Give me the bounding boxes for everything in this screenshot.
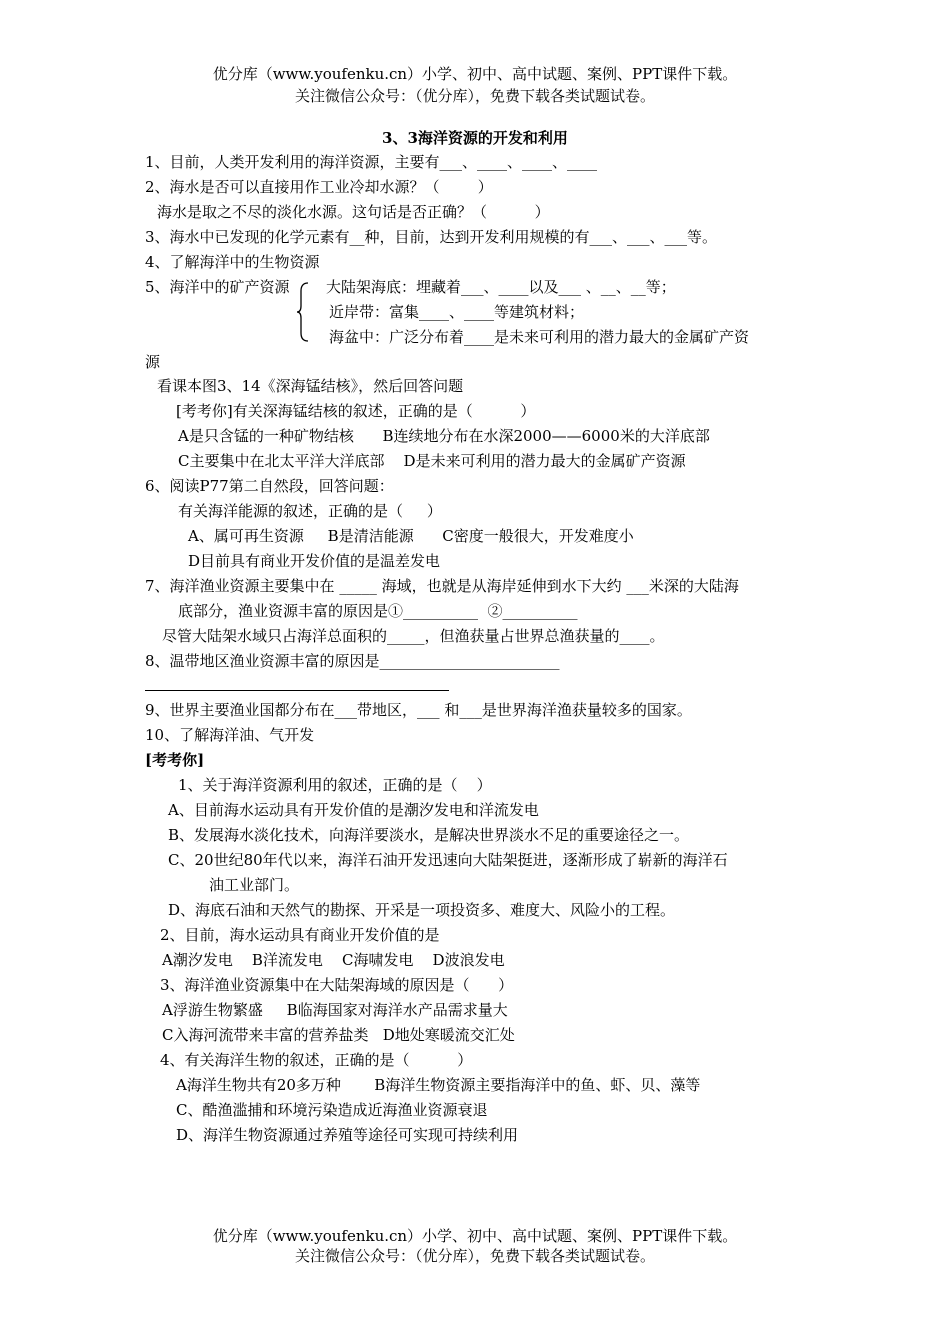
question-6: 6、阅读P77第二自然段，回答问题： [145, 477, 394, 495]
see-figure-instruction: 看课本图3、14《深海锰结核》，然后回答问题 [157, 377, 464, 395]
question-6-options: A、属可再生资源 B是清洁能源 C密度一般很大，开发难度小 [188, 527, 634, 545]
brace-icon [296, 281, 310, 343]
question-6a: 有关海洋能源的叙述，正确的是（ ） [178, 502, 442, 520]
test-question-1-option-c-cont: 油工业部门。 [209, 876, 300, 894]
test-heading: [考考你] [145, 751, 205, 769]
question-7b: 底部分，渔业资源丰富的原因是①__________ ②__________ [178, 602, 578, 620]
question-6-option-d: D目前具有商业开发价值的是温差发电 [188, 552, 441, 570]
question-3: 3、海水中已发现的化学元素有__种，目前，达到开发利用规模的有___、___、___等。 [145, 228, 718, 246]
footer-line-2: 关注微信公众号：（优分库），免费下载各类试题试卷。 [294, 1247, 655, 1265]
test-question-1-option-a: A、目前海水运动具有开发价值的是潮汐发电和洋流发电 [168, 801, 539, 819]
test-question-4-option-d: D、海洋生物资源通过养殖等途径可实现可持续利用 [176, 1126, 519, 1144]
question-5d: 源 [145, 353, 161, 371]
test-manganese-options-ab: A是只含锰的一种矿物结核 B连续地分布在水深2000——6000米的大洋底部 [178, 427, 710, 445]
question-7: 7、海洋渔业资源主要集中在 _____ 海域，也就是从海岸延伸到水下大约 ___米深的大陆海 [145, 577, 739, 595]
test-question-2-options: A潮汐发电 B洋流发电 C海啸发电 D波浪发电 [162, 951, 505, 969]
question-7c: 尽管大陆架水域只占海洋总面积的_____，但渔获量占世界总渔获量的____。 [162, 627, 665, 645]
header-line-1: 优分库（www.youfenku.cn）小学、初中、高中试题、案例、PPT课件下载。 [212, 65, 738, 83]
question-4: 4、了解海洋中的生物资源 [145, 253, 320, 271]
question-5c: 海盆中：广泛分布着____是未来可利用的潜力最大的金属矿产资 [329, 328, 750, 346]
question-10: 10、了解海洋油、气开发 [145, 726, 315, 744]
question-5b: 近岸带：富集____、____等建筑材料； [329, 303, 585, 321]
question-9: 9、世界主要渔业国都分布在___带地区，___ 和___是世界海洋渔获量较多的国家。 [145, 701, 692, 719]
test-question-2: 2、目前，海水运动具有商业开发价值的是 [160, 926, 440, 944]
test-question-4-options-ab: A海洋生物共有20多万种 B海洋生物资源主要指海洋中的鱼、虾、贝、藻等 [176, 1076, 701, 1094]
header-line-2: 关注微信公众号：（优分库），免费下载各类试题试卷。 [294, 87, 655, 105]
question-1: 1、目前，人类开发利用的海洋资源，主要有___、____、____、____ [145, 153, 598, 171]
test-question-1-option-d: D、海底石油和天然气的勘探、开采是一项投资多、难度大、风险小的工程。 [168, 901, 676, 919]
question-8: 8、温带地区渔业资源丰富的原因是________________________ [145, 652, 560, 670]
test-question-1: 1、关于海洋资源利用的叙述，正确的是（ ） [178, 776, 492, 794]
test-question-4-option-c: C、酷渔滥捕和环境污染造成近海渔业资源衰退 [176, 1101, 488, 1119]
question-2: 2、海水是否可以直接用作工业冷却水源？（ ） [145, 178, 493, 196]
question-5a: 大陆架海底：埋藏着___、____以及___ 、__、__等； [326, 278, 676, 296]
footer-line-1: 优分库（www.youfenku.cn）小学、初中、高中试题、案例、PPT课件下载。 [212, 1227, 738, 1245]
test-question-4: 4、有关海洋生物的叙述，正确的是（ ） [160, 1051, 473, 1069]
test-question-1-option-b: B、发展海水淡化技术，向海洋要淡水，是解决世界淡水不足的重要途径之一。 [168, 826, 690, 844]
answer-line [145, 690, 449, 691]
test-manganese-options-cd: C主要集中在北太平洋大洋底部 D是未来可利用的潜力最大的金属矿产资源 [178, 452, 686, 470]
test-question-3-options-ab: A浮游生物繁盛 B临海国家对海洋水产品需求量大 [162, 1001, 508, 1019]
test-manganese-question: [考考你]有关深海锰结核的叙述，正确的是（ ） [176, 402, 536, 420]
test-question-3-options-cd: C入海河流带来丰富的营养盐类 D地处寒暖流交汇处 [162, 1026, 515, 1044]
question-2b: 海水是取之不尽的淡化水源。这句话是否正确？（ ） [157, 203, 550, 221]
page-title: 3、3海洋资源的开发和利用 [382, 129, 568, 147]
test-question-1-option-c: C、20世纪80年代以来，海洋石油开发迅速向大陆架挺进，逐渐形成了崭新的海洋石 [168, 851, 728, 869]
question-5: 5、海洋中的矿产资源 [145, 278, 290, 296]
test-question-3: 3、海洋渔业资源集中在大陆架海域的原因是（ ） [160, 976, 514, 994]
